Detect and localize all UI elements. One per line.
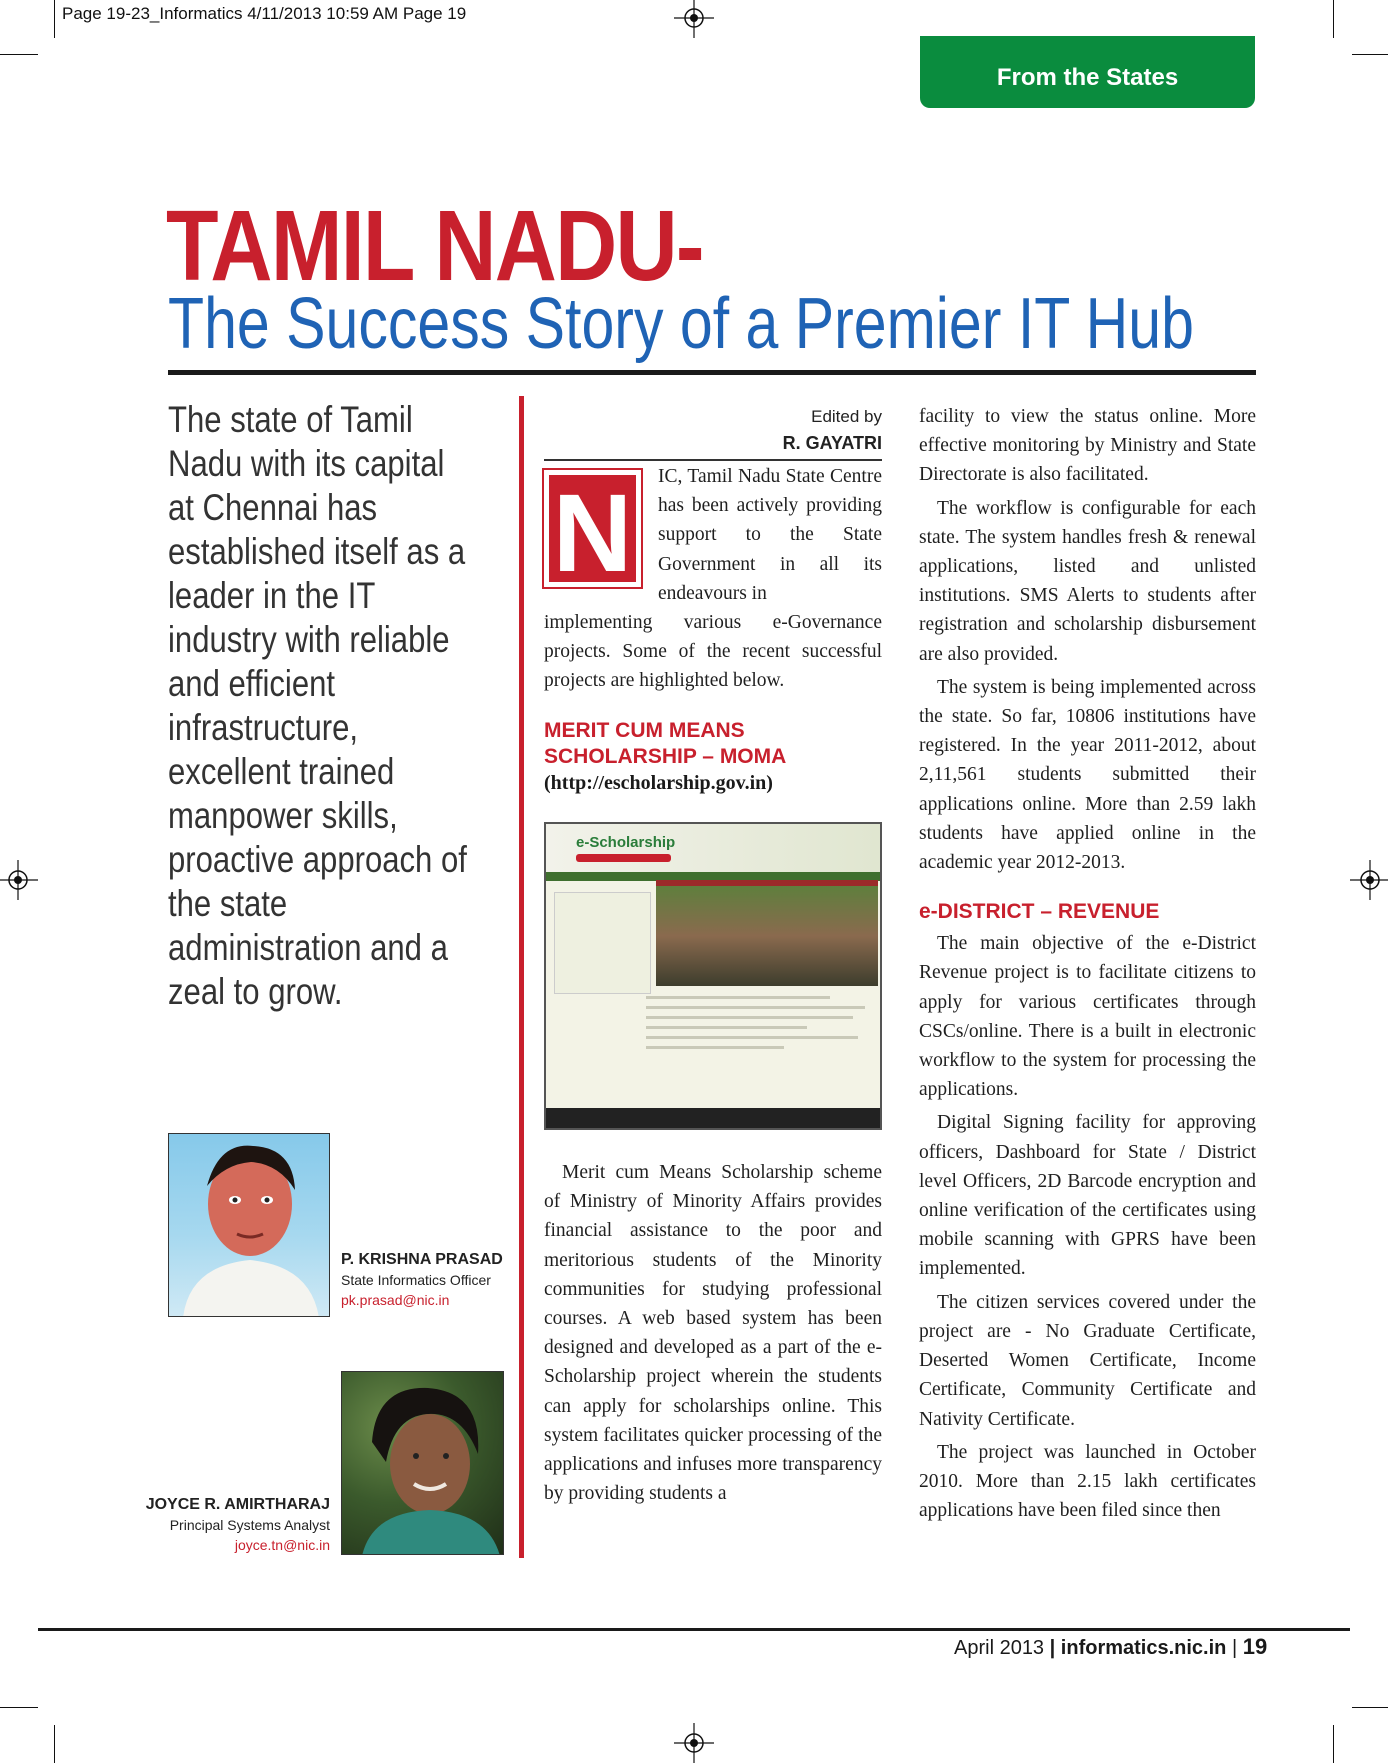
registration-mark-icon	[674, 0, 714, 38]
lead-text-continued	[544, 608, 882, 696]
footer-separator: |	[1231, 1637, 1238, 1659]
issue-date: April 2013	[954, 1637, 1045, 1659]
portrait-image	[169, 1134, 330, 1317]
subheadline: The Success Story of a Premier IT Hub	[168, 284, 1194, 364]
section1-paragraph: The system is being implemented across the state. So far, 10806 institutions have registered. In the year 2011-2012, about 2,11,561 students submitted their applications online. More than 2.59 lakh students have applied online in the academic year 2012-2013.	[919, 676, 1256, 874]
section-heading: MERIT CUM MEANS SCHOLARSHIP – MOMA	[544, 719, 787, 768]
screenshot-login-box	[554, 892, 651, 994]
author-name: P. KRISHNA PRASAD	[341, 1251, 503, 1268]
portrait-image	[342, 1372, 504, 1555]
trim-mark	[54, 1725, 55, 1763]
printer-slug: Page 19-23_Informatics 4/11/2013 10:59 AM Page 19	[62, 4, 467, 23]
editor-credit	[700, 404, 882, 457]
footer-separator: |	[1049, 1637, 1056, 1659]
section2-paragraph: The main objective of the e-District Revenue project is to facilitate citizens to apply for various certificates through CSCs/online. There is a built in electronic workflow to the system for processing the applications.	[919, 933, 1256, 1101]
section-badge: From the States	[920, 36, 1255, 108]
drop-cap: N	[544, 470, 641, 587]
intro-paragraph: The state of Tamil Nadu with its capital at Chennai has established itself as a leader in the IT industry with reliable and efficient infrastructure, excellent trained manpower skills, proactive approach of the state administration and a zeal to grow.	[168, 399, 467, 1012]
trim-mark	[1352, 54, 1388, 55]
section-heading: e-DISTRICT – REVENUE	[919, 900, 1160, 924]
section1-paragraph-continued: facility to view the status online. More effective monitoring by Ministry and State Directorate is also facilitated.	[919, 406, 1256, 486]
section2-paragraph: The project was launched in October 2010. More than 2.15 lakh certificates applications have been filed since then	[919, 1441, 1256, 1522]
author-role: State Informatics Officer	[341, 1272, 491, 1288]
lead-paragraph: IC, Tamil Nadu State Centre has been actively providing support to the State Government in all its endeavours in	[658, 466, 882, 604]
headline: TAMIL NADU-	[166, 190, 703, 302]
column-divider	[519, 396, 524, 1558]
author-role: Principal Systems Analyst	[169, 1517, 330, 1533]
lead-paragraph-continued: implementing various e-Governance projects. Some of the recent successful projects are highlighted below.	[544, 612, 882, 692]
trim-mark	[1333, 1725, 1334, 1763]
escholarship-screenshot	[544, 822, 882, 1130]
screenshot-logo: e-Scholarship	[576, 834, 676, 851]
section1-paragraph: Merit cum Means Scholarship scheme of Ministry of Minority Affairs provides financial assistance to the poor and meritorious students of the Minority communities for studying professional courses. A web based system has been designed and developed as a part of the e-Scholarship project wherein the students can apply for scholarships online. This system facilitates quicker processing of the applications and infuses more transparency by providing students a	[544, 1162, 882, 1505]
registration-mark-icon	[0, 860, 38, 900]
author-credit	[341, 1250, 503, 1310]
site-link[interactable]: informatics.nic.in	[1060, 1637, 1227, 1659]
author-name: JOYCE R. AMIRTHARAJ	[145, 1496, 330, 1513]
author-photo	[168, 1133, 330, 1317]
author-photo	[341, 1371, 504, 1555]
editor-label: Edited by	[811, 407, 882, 426]
author-email[interactable]: pk.prasad@nic.in	[341, 1292, 450, 1308]
trim-mark	[1352, 1707, 1388, 1708]
section-link[interactable]: (http://escholarship.gov.in)	[544, 772, 773, 794]
author-email[interactable]: joyce.tn@nic.in	[234, 1537, 330, 1553]
screenshot-group-photo	[656, 886, 878, 986]
section2-paragraph: Digital Signing facility for approving officers, Dashboard for State / District level Officers, 2D Barcode encryption and online verification of the certificates using mobile scanning with GPRS have been implemented.	[919, 1112, 1256, 1280]
title-divider	[168, 370, 1256, 375]
intro-text	[168, 398, 470, 1014]
section2-paragraph: The citizen services covered under the project are - No Graduate Certificate, Deserted Women Certificate, Income Certificate, Community Certificate and Nativity Certificate.	[919, 1291, 1256, 1430]
trim-mark	[1333, 0, 1334, 38]
registration-mark-icon	[1350, 860, 1388, 900]
editor-name: R. GAYATRI	[782, 433, 882, 453]
trim-mark	[54, 0, 55, 38]
footer-rule	[38, 1628, 1350, 1631]
screenshot-footer	[546, 1108, 880, 1128]
trim-mark	[0, 54, 38, 55]
page-number: 19	[1242, 1634, 1268, 1659]
page-footer	[954, 1634, 1267, 1660]
lead-text	[658, 462, 882, 608]
screenshot-text-lines	[646, 996, 876, 1056]
section1-text	[544, 1158, 882, 1508]
registration-mark-icon	[674, 1723, 714, 1763]
screenshot-tagline-bar	[576, 854, 671, 862]
editor-divider	[544, 459, 882, 461]
section1-paragraph: The workflow is configurable for each state. The system handles fresh & renewal applications, listed and unlisted institutions. SMS Alerts to students after registration and scholarship disbursement are also provided.	[919, 497, 1256, 665]
author-credit	[130, 1495, 330, 1555]
right-column	[919, 402, 1256, 1529]
trim-mark	[0, 1707, 38, 1708]
